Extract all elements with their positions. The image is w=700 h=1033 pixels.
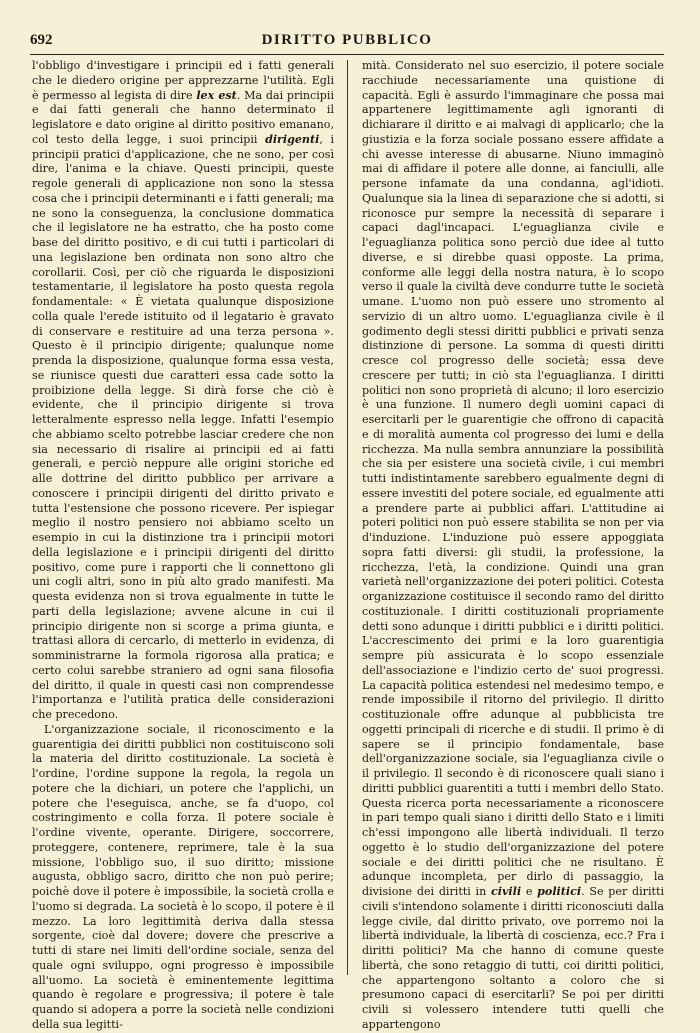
italic-term-civili: civili (491, 885, 522, 898)
left-column (32, 59, 335, 1031)
text-run: , i principii pratici d'applicazione, che ne sono, per così dire, l'anima e la chiave. Questi principii, queste regole generali di applicazione non sono la stessa cosa che i principii determinanti e i fatti generali; ma ne sono la conseguenza, la conclusione dommatica che il legislatore ne ha estratto, che ha posto come base del diritto positivo, e di cui tutti i particolari di una legislazione ben ordinata non sono altro che corollarii. Così, per ciò che riguarda le disposizioni testamentarie, il legislatore ha posto questa regola fondamentale: « È vietata qualunque disposizione colla quale l'erede istituito od il legatario è gravato di conservare e restituire ad una terza persona ». Questo è il principio dirigente; qualunque nome prenda la disposizione, qualunque forma essa vesta, se riunisce questi due caratteri essa cade sotto la proibizione della legge. Si dirà forse che ciò è evidente, che il principio dirigente si trova letteralmente espresso nella legge. Infatti l'esempio che abbiamo scelto potrebbe lasciar credere che non sia necessario di risalire ai principii ed ai fatti generali, e perciò neppure alle origini storiche ed alle dottrine del diritto pubblico per arrivare a conoscere i principii dirigenti del diritto privato e tutta l'estensione che possono ricevere. Per ispiegar meglio il nostro pensiero noi abbiamo scelto un esempio in cui la distinzione tra i principii motori della legislazione e i principii dirigenti del diritto positivo, come pure i rapporti che li connettono gli uni cogli altri, sono in più alto grado manifesti. Ma questa evidenza non si trova egualmente in tutte le parti della legislazione; avvene alcune in cui il principio dirigente non si scorge a prima giunta, e trattasi allora di cercarlo, di metterlo in evidenza, di somministrarne la formola rigorosa alla pratica; e certo colui sarebbe straniero ad ogni sana filosofia del diritto, il quale in questi casi non comprendesse l'importanza e l'utilità pratica delle considerazioni che precedono. (32, 132, 335, 721)
right-paragraph-1 (362, 59, 664, 1033)
text-run: . Ma dai principii e dai fatti generali che hanno determinato il legislatore e dato origine al diritto positivo emanano, col testo della legge, i suoi principii (32, 88, 334, 146)
text-run: . Se per diritti civili s'intendono solamente i diritti riconosciuti dalla legge civile, dal diritto privato, ove porremo noi la libertà individuale, la libertà di coscienza, ecc.? Fra i diritti politici? Ma che hanno di comune queste libertà, che sono retaggio di tutti, coi diritti politici, che appartengono soltanto a coloro che si presumono capaci di esercitarli? Se poi per diritti civili si volessero intendere tutti quelli che appartengono (362, 885, 664, 1031)
page-number: 692 (30, 32, 53, 48)
italic-term-politici: politici (537, 885, 582, 898)
text-run: mità. Considerato nel suo esercizio, il potere sociale racchiude necessariamente una quistione di capacità. Egli è assurdo l'immaginare che possa mai appartenere legittimamente agli ignoranti di dichiarare il diritto e ai malvagi di applicarlo; che la giustizia e la forza sociale possano essere affidate a chi avesse interesse di abusarne. Niuno immaginò mai di affidare il potere alle donne, ai fanciulli, alle persone infamate da una condanna, agl'idioti. Qualunque sia la linea di separazione che si adotti, si riconosce pur sempre la necessità di separare i capaci dagl'incapaci. L'eguaglianza civile e l'eguaglianza politica sono perciò due idee al tutto diverse, e si direbbe quasi opposte. La prima, conforme alle leggi della nostra natura, è lo scopo verso il quale la civiltà deve condurre tutte le società umane. L'uomo non può essere uno stromento al servizio di un altro uomo. L'eguaglianza civile è il godimento degli stessi diritti pubblici e privati senza distinzione di persone. La somma di questi diritti cresce col progresso delle società; essa deve crescere per tutti; in ciò sta l'eguaglianza. I diritti politici non sono proprietà di alcuno; il loro esercizio è una funzione. Il numero degli uomini capaci di esercitarli per le guarentigie che offrono di capacità e di moralità aumenta col progresso dei lumi e della ricchezza. Ma nulla sembra annunziare la possibilità che sia per esistere una società civile, i cui membri tutti indistintamente sarebbero egualmente degni di essere investiti del potere sociale, ed egualmente atti a prendere parte ai pubblici affari. L'attitudine ai poteri politici non può essere stabilita se non per via d'induzione. L'induzione può essere appoggiata sopra fatti diversi: gli studii, la professione, la ricchezza, l'età, la condizione. Quindi una gran varietà nell'organizzazione dei poteri politici. Cotesta organizzazione costituisce il secondo ramo del diritto costituzionale. I diritti costituzionali propriamente detti sono adunque i diritti pubblici e i diritti politici. L'accrescimento dei primi e la loro guarentigia sempre più assicurata è lo scopo essenziale dell'associazione e l'indizio certo de' suoi progressi. La capacità politica estendesi nel medesimo tempo, e rende impossibile il ritorno del privilegio. Il diritto costituzionale offre adunque al pubblicista tre oggetti principali di ricerche e di studii. Il primo è di sapere se il principio fondamentale, base dell'organizzazione sociale, sia l'eguaglianza civile o il privilegio. Il secondo è di riconoscere quali siano i diritti pubblici guarentiti a tutti i membri dello Stato. Questa ricerca porta necessariamente a riconoscere in pari tempo quali siano i diritti dello Stato e i limiti ch'essi impongono alle libertà individuali. Il terzo oggetto è lo studio dell'organizzazione del potere sociale e dei diritti politici che ne risultano. È adunque incompleta, per dirlo di passaggio, la divisione dei diritti in (362, 59, 664, 898)
italic-term-lex-est: lex est (196, 88, 237, 102)
italic-term-dirigenti: dirigenti (265, 132, 320, 146)
right-column (362, 59, 664, 1031)
running-header (30, 28, 664, 55)
running-title: DIRITTO PUBBLICO (261, 32, 433, 48)
column-divider (347, 60, 348, 975)
text-run: e (521, 885, 538, 898)
left-paragraph-1 (32, 59, 334, 723)
left-paragraph-2: L'organizzazione sociale, il riconoscimento e la guarentigia dei diritti pubblici non costituiscono soli la materia del diritto costituzionale. La società è l'ordine, l'ordine suppone la regola, la regola un potere che la dichiari, un potere che l'applichi, un potere che l'eseguisca, anche, se fa d'uopo, col costringimento e colla forza. Il potere sociale è l'ordine vivente, operante. Dirigere, soccorrere, proteggere, contenere, reprimere, tale è la sua missione, l'obbligo suo, il suo diritto; missione augusta, obbligo sacro, diritto che non può perire; poichè dove il potere è impossibile, la società crolla e l'uomo si degrada. La società è lo scopo, il potere è il mezzo. La loro legittimità deriva dalla stessa sorgente, cioè dal dovere; dovere che prescrive a tutti di stare nei limiti dell'ordine sociale, senza del quale ogni sviluppo, ogni progresso è impossibile all'uomo. La società è eminentemente legittima quando è regolare e progressiva; il potere è tale quando si adopera a porre la società nelle condizioni della sua legitti- (32, 722, 334, 1031)
text-run: l'obbligo d'investigare i principii ed i fatti generali che le diedero origine per apprezzarne l'utilità. Egli è permesso al legista di dire (32, 59, 334, 102)
